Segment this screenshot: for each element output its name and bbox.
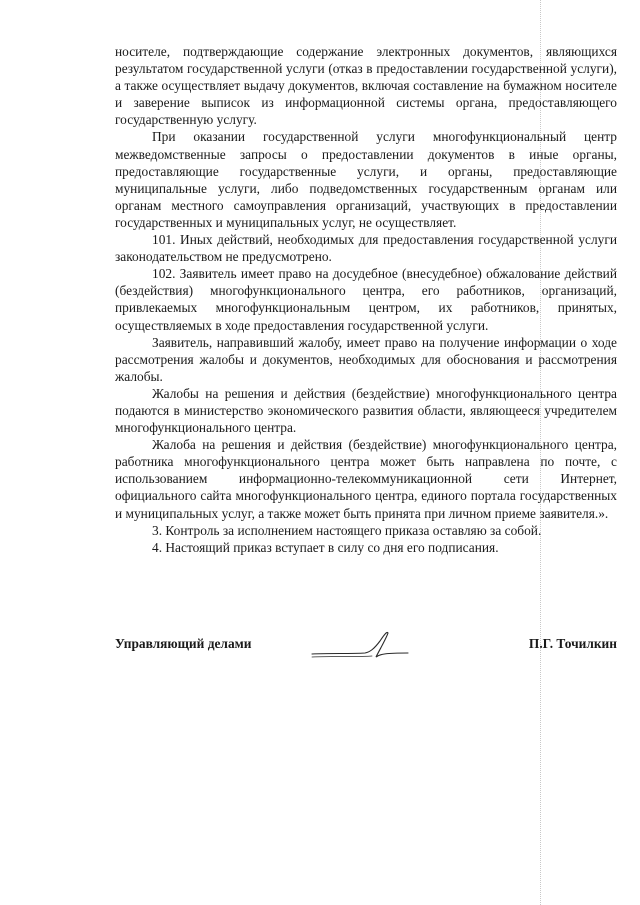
paragraph-item-3: 3. Контроль за исполнением настоящего приказа оставляю за собой.: [152, 522, 542, 538]
document-body: [115, 43, 617, 556]
paragraph-102: 102. Заявитель имеет право на досудебное (внесудебное) обжалование действий (бездействия) многофункционального центра, его работников, организаций, привлекаемых многофункциональным центром, их работников, принятых, осуществляемых в ходе предоставления государственной услуги.: [115, 266, 617, 333]
signature-block: [115, 627, 617, 667]
signatory-name: П.Г. Точилкин: [528, 636, 617, 651]
paragraph-complaint-filing: Жалобы на решения и действия (бездействие) многофункционального центра подаются в министерство экономического развития области, являющееся учредителем многофункционального центра.: [115, 385, 617, 436]
signatory-title: Управляющий делами: [115, 636, 252, 651]
paragraph-complaint-info: Заявитель, направивший жалобу, имеет право на получение информации о ходе рассмотрения жалобы и документов, необходимых для обоснования и рассмотрения жалобы.: [115, 334, 617, 384]
paragraph-continuation: носителе, подтверждающие содержание электронных документов, являющихся результатом государственной услуги (отказ в предоставлении государственной услуги), а также осуществляет выдачу документов, включая составление на бумажном носителе и заверение выписок из информационной системы органа, предоставляющего государственную услугу.: [115, 44, 617, 128]
paragraph-complaint-channels: Жалоба на решения и действия (бездействие) многофункционального центра, работника многофункционального центра может быть направлена по почте, с использованием информационно-телекоммуникационной сети Интернет, официального сайта многофункционального центра, единого портала государственных и муниципальных услуг, а также может быть принята при личном приеме заявителя.».: [115, 437, 617, 521]
paragraph-mfc-requests: При оказании государственной услуги многофункциональный центр межведомственные запросы о предоставлении документов в иные органы, предоставляющие государственные услуги, и органы, предоставляющие муниципальные услуги, либо подведомственных государственным органам или органам местного самоуправления организаций, участвующих в предоставлении государственных и муниципальных услуг, не осуществляет.: [115, 129, 617, 230]
paragraph-item-4: 4. Настоящий приказ вступает в силу со дня его подписания.: [152, 539, 499, 555]
paragraph-101: 101. Иных действий, необходимых для предоставления государственной услуги законодательством не предусмотрено.: [115, 232, 617, 265]
handwritten-signature: [310, 627, 410, 667]
